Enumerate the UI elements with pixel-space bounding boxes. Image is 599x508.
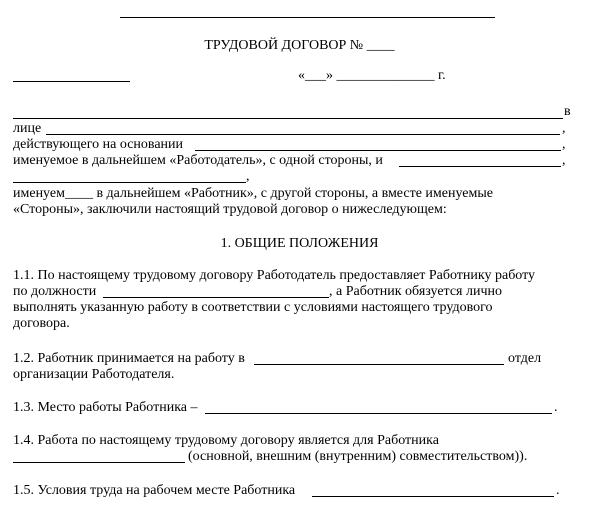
city-blank-line — [13, 81, 130, 82]
preamble-imenuemoe: именуемое в дальнейшем «Работодатель», с одной стороны, и — [13, 153, 383, 168]
clause-1-5-a: 1.5. Условия труда на рабочем месте Работника — [13, 483, 296, 498]
clause-1-1-line-1: 1.1. По настоящему трудовому договору Работодатель предоставляет Работнику работу — [13, 268, 536, 283]
preamble-imenuem: именуем____ в дальнейшем «Работник», с другой стороны, а вместе именуемые — [13, 186, 493, 201]
preamble-lico: лице — [13, 121, 42, 136]
preamble-comma-1: , — [562, 121, 566, 136]
employee-blank-line-2 — [13, 182, 246, 183]
clause-1-1-line-4: договора. — [13, 316, 70, 331]
clause-1-2-line-1a: 1.2. Работник принимается на работу в — [13, 351, 245, 366]
preamble-comma-3: , — [562, 153, 566, 168]
department-blank-line — [254, 364, 504, 365]
workplace-blank-line — [205, 413, 552, 414]
clause-1-2-line-2: организации Работодателя. — [13, 367, 175, 382]
preamble-comma-2: , — [562, 137, 566, 152]
representative-blank-line — [46, 134, 560, 135]
preamble-deistv: действующего на основании — [13, 137, 184, 152]
employer-blank-line — [13, 118, 563, 119]
document-title: ТРУДОВОЙ ДОГОВОР № ____ — [204, 38, 395, 53]
date-line: «___» ______________ г. — [298, 68, 446, 83]
employment-type-blank-line — [13, 462, 185, 463]
working-conditions-blank-line — [312, 496, 554, 497]
basis-blank-line — [195, 150, 561, 151]
header-blank-line — [120, 17, 495, 18]
clause-1-4-line-1: 1.4. Работа по настоящему трудовому договору является для Работника — [13, 433, 439, 448]
clause-1-3-a: 1.3. Место работы Работника – — [13, 400, 198, 415]
clause-1-1-line-2b: , а Работник обязуется лично — [329, 284, 502, 299]
preamble-storony: «Стороны», заключили настоящий трудовой договор о нижеследующем: — [13, 202, 447, 217]
clause-1-4-line-2: (основной, внешним (внутренним) совместительством)). — [188, 449, 528, 464]
preamble-comma-4: , — [246, 169, 250, 184]
clause-1-2-line-1b: отдел — [508, 351, 542, 366]
clause-1-5-b: . — [556, 483, 560, 498]
position-blank-line — [103, 297, 329, 298]
clause-1-3-b: . — [554, 400, 558, 415]
clause-1-1-line-2a: по должности — [13, 284, 97, 299]
clause-1-1-line-3: выполнять указанную работу в соответствии с условиями настоящего трудового — [13, 300, 493, 315]
employee-blank-line — [399, 166, 561, 167]
preamble-v: в — [564, 104, 571, 119]
section-1-title: 1. ОБЩИЕ ПОЛОЖЕНИЯ — [220, 236, 379, 251]
